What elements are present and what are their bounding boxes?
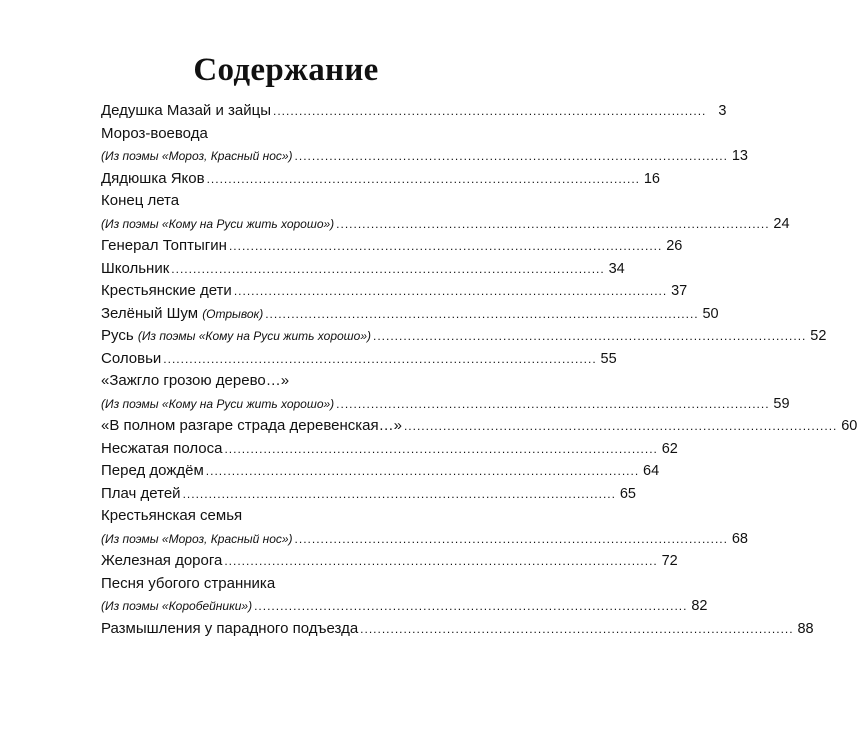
toc-entry-subtitle: (Из поэмы «Мороз, Красный нос») xyxy=(101,149,293,163)
toc-page-number: 82 xyxy=(691,598,708,614)
leader-dots: .................................................................................................... xyxy=(294,149,728,163)
toc-entry-title: Мороз-воевода xyxy=(101,124,208,142)
toc-page-number: 13 xyxy=(731,148,748,164)
toc-entry-title: Перед дождём xyxy=(101,462,204,479)
leader-dots: .................................................................................................... xyxy=(205,464,640,478)
toc-entry-title: «Зажгло грозою дерево…» xyxy=(101,372,290,389)
toc-page-number: 88 xyxy=(797,620,814,637)
toc-entry-title: Песня убогого странника xyxy=(101,574,276,592)
leader-dots: .................................................................................................... xyxy=(294,531,728,546)
leader-dots: .................................................................................................... xyxy=(224,441,658,456)
toc-entry[interactable] xyxy=(101,505,748,550)
toc-entry[interactable] xyxy=(101,168,660,191)
toc-page-number: 68 xyxy=(731,530,748,547)
toc-entry[interactable] xyxy=(101,370,790,415)
toc-entry-title: Размышления у парадного подъезда xyxy=(101,619,359,637)
leader-dots: .................................................................................................... xyxy=(228,239,663,253)
leader-dots: .................................................................................................... xyxy=(360,621,794,636)
leader-dots: .................................................................................................... xyxy=(336,396,770,411)
toc-page-number: 3 xyxy=(718,103,727,119)
toc-entry[interactable] xyxy=(101,415,857,438)
toc-page-number: 16 xyxy=(643,170,660,187)
toc-entry-title: Крестьянская семья xyxy=(101,507,243,524)
toc-entry[interactable] xyxy=(101,348,617,371)
toc-entry[interactable] xyxy=(101,280,688,303)
leader-dots: .................................................................................................... xyxy=(233,284,668,298)
toc-page-number: 72 xyxy=(661,553,678,569)
leader-dots: .................................................................................................... xyxy=(265,306,699,321)
toc-page-number: 59 xyxy=(773,395,790,412)
toc-entry-subtitle: (Из поэмы «Кому на Руси жить хорошо») xyxy=(101,396,335,411)
toc-entry-title: Конец лета xyxy=(101,192,180,209)
toc-entry[interactable] xyxy=(101,618,814,641)
toc-page-number: 65 xyxy=(619,485,636,502)
toc-entry-title: Школьник xyxy=(101,259,170,277)
toc-entry[interactable] xyxy=(101,573,708,618)
toc-entry[interactable] xyxy=(101,483,636,506)
toc-page-number: 60 xyxy=(841,418,857,434)
toc-entry[interactable] xyxy=(101,438,678,461)
toc-entry[interactable] xyxy=(101,235,683,258)
leader-dots: .................................................................................................... xyxy=(163,351,597,366)
toc-entry[interactable] xyxy=(101,123,748,168)
toc-entry-title: «В полном разгаре страда деревенская…» xyxy=(101,417,402,434)
leader-dots: .................................................................................................... xyxy=(182,486,616,501)
toc-entry[interactable] xyxy=(101,190,790,235)
toc-entry[interactable] xyxy=(101,325,827,348)
leader-dots: .................................................................................................... xyxy=(171,261,605,276)
page-title: Содержание xyxy=(193,52,379,88)
toc-page-number: 64 xyxy=(643,463,660,479)
toc-page-number: 37 xyxy=(671,283,688,299)
toc-entry-title: Дядюшка Яков xyxy=(101,169,205,187)
toc-entry[interactable] xyxy=(101,258,625,281)
toc-page-number: 34 xyxy=(608,260,625,277)
toc-entry[interactable] xyxy=(101,303,719,326)
toc-entry-subtitle: (Из поэмы «Мороз, Красный нос») xyxy=(101,531,293,546)
toc-page-number: 55 xyxy=(600,350,617,367)
toc-page-number: 24 xyxy=(773,215,790,232)
leader-dots: .................................................................................................... xyxy=(336,216,770,231)
toc-entry-subtitle: (Из поэмы «Кому на Руси жить хорошо») xyxy=(101,216,335,231)
leader-dots: .................................................................................................... xyxy=(372,329,807,343)
toc-entry-note: (Отрывок) xyxy=(202,306,264,321)
toc-page-number: 50 xyxy=(702,305,719,322)
toc-entry-title: Крестьянские дети xyxy=(101,282,232,299)
toc-page-number: 26 xyxy=(666,238,683,254)
toc-entry[interactable] xyxy=(101,100,727,123)
leader-dots: .................................................................................................... xyxy=(403,419,838,433)
toc-entry-title: Зелёный Шум xyxy=(101,304,199,322)
leader-dots: .................................................................................................... xyxy=(206,171,640,186)
toc-entry-title: Русь xyxy=(101,327,134,344)
toc-page-number: 52 xyxy=(810,328,827,344)
leader-dots: .................................................................................................... xyxy=(272,104,707,118)
leader-dots: .................................................................................................... xyxy=(224,554,658,568)
toc-entry-title: Несжатая полоса xyxy=(101,439,223,457)
leader-dots: .................................................................................................... xyxy=(254,599,688,613)
toc-entry-title: Генерал Топтыгин xyxy=(101,237,227,254)
toc-entry-title: Плач детей xyxy=(101,484,181,502)
toc-entry[interactable] xyxy=(101,550,678,573)
toc-entry-title: Железная дорога xyxy=(101,552,223,569)
toc-entry-title: Дедушка Мазай и зайцы xyxy=(101,102,271,119)
toc-entry[interactable] xyxy=(101,460,660,483)
toc-entry-note: (Из поэмы «Кому на Руси жить хорошо») xyxy=(137,329,371,343)
table-of-contents xyxy=(101,100,857,640)
toc-entry-title: Соловьи xyxy=(101,349,162,367)
toc-entry-subtitle: (Из поэмы «Коробейники») xyxy=(101,599,253,613)
toc-page-number: 62 xyxy=(661,440,678,457)
